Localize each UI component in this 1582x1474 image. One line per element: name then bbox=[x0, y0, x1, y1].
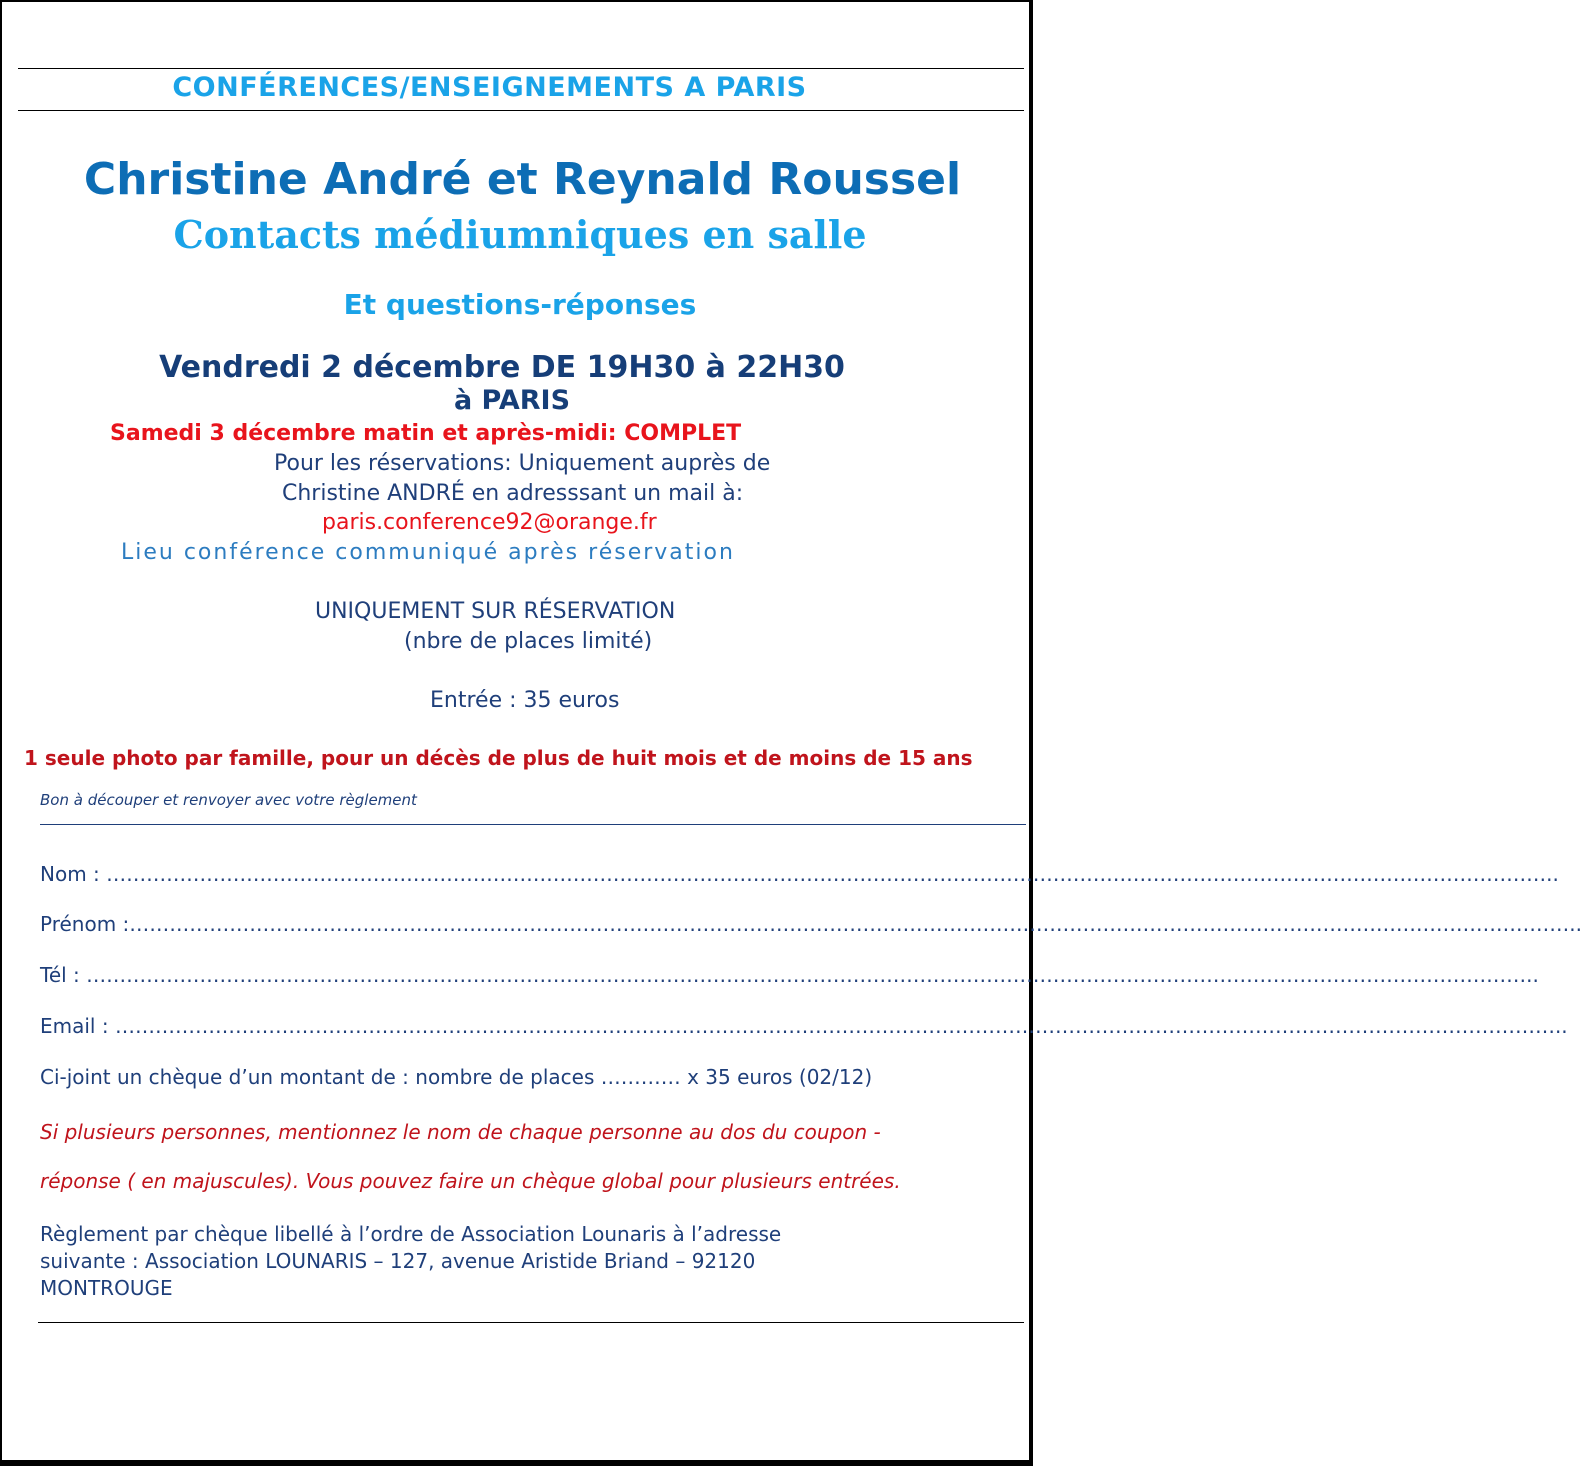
qa-heading: Et questions-réponses bbox=[343, 288, 697, 321]
event-date: Vendredi 2 décembre DE 19H30 à 22H30 bbox=[159, 350, 845, 385]
speakers-title: Christine André et Reynald Roussel bbox=[83, 154, 962, 205]
reservation-line-1: Pour les réservations: Uniquement auprès de bbox=[274, 451, 771, 476]
cut-out-note: Bon à découper et renvoyer avec votre règlement bbox=[40, 791, 417, 809]
cheque-price-note: x 35 euros (02/12) bbox=[680, 1065, 873, 1089]
prenom-label: Prénom : bbox=[40, 912, 130, 936]
cheque-label: Ci-joint un chèque d’un montant de : nombre de places bbox=[40, 1065, 601, 1089]
bottom-divider bbox=[38, 1322, 1024, 1323]
multiple-persons-note-2: réponse ( en majuscules). Vous pouvez faire un chèque global pour plusieurs entrées. bbox=[40, 1169, 901, 1193]
photo-rule: 1 seule photo par famille, pour un décès de plus de huit mois et de moins de 15 ans bbox=[24, 746, 973, 770]
nom-label: Nom : bbox=[40, 862, 107, 886]
contact-email-link[interactable]: paris.conference92@orange.fr bbox=[322, 510, 657, 535]
places-dotted-line[interactable]: ………… bbox=[600, 1065, 681, 1089]
form-field-cheque bbox=[40, 1065, 872, 1089]
form-field-email[interactable] bbox=[40, 1014, 1568, 1038]
tel-label: Tél : bbox=[40, 963, 87, 987]
coupon-cut-line bbox=[40, 824, 1026, 825]
form-field-nom[interactable] bbox=[40, 862, 1559, 886]
banner-heading: CONFÉRENCES/ENSEIGNEMENTS A PARIS bbox=[172, 72, 807, 103]
event-city: à PARIS bbox=[453, 385, 571, 416]
prenom-dotted-line[interactable]: ……………………………………………………………………………………………………………………………………………………………………………………………….. bbox=[129, 912, 1582, 936]
payment-instructions: Règlement par chèque libellé à l’ordre de Association Lounaris à l’adresse suivante : Association LOUNARIS – 127, avenue Aristide Briand – 92120 MONTROUGE bbox=[40, 1222, 782, 1300]
reservation-only-notice: UNIQUEMENT SUR RÉSERVATION bbox=[315, 599, 676, 624]
tel-dotted-line[interactable]: ……………………………………………………………………………………………………………………………………………………………………………………………….. bbox=[86, 963, 1539, 987]
event-subtitle: Contacts médiumniques en salle bbox=[173, 212, 867, 257]
entry-price: Entrée : 35 euros bbox=[430, 688, 620, 713]
multiple-persons-note-1: Si plusieurs personnes, mentionnez le nom de chaque personne au dos du coupon - bbox=[40, 1120, 881, 1144]
venue-note: Lieu conférence communiqué après réservation bbox=[121, 540, 735, 565]
reservation-line-2: Christine ANDRÉ en adresssant un mail à: bbox=[282, 481, 744, 506]
limited-seats-note: (nbre de places limité) bbox=[404, 629, 653, 654]
banner-divider bbox=[18, 110, 1024, 111]
email-dotted-line[interactable]: ……………………………………………………………………………………………………………………………………………………………………………………………….. bbox=[114, 1014, 1568, 1038]
saturday-complet-notice: Samedi 3 décembre matin et après-midi: COMPLET bbox=[110, 421, 742, 446]
top-divider bbox=[18, 68, 1024, 69]
form-field-tel[interactable] bbox=[40, 963, 1539, 987]
nom-dotted-line[interactable]: ……………………………………………………………………………………………………………………………………………………………………………………………….. bbox=[106, 862, 1559, 886]
email-label: Email : bbox=[40, 1014, 115, 1038]
form-field-prenom[interactable] bbox=[40, 912, 1582, 936]
